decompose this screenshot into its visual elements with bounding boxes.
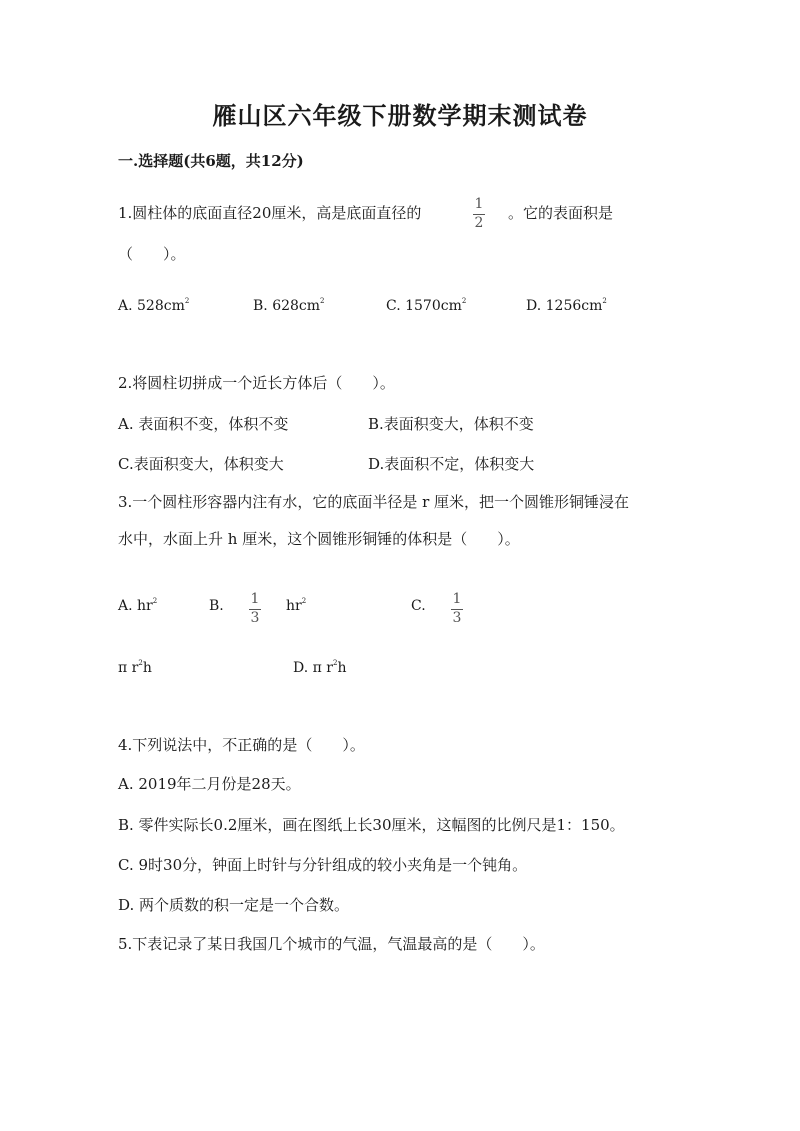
q1-option-c-main: C. 1570cm bbox=[386, 298, 462, 314]
q1-option-b-main: B. 628cm bbox=[253, 298, 321, 314]
q1-option-a-main: A. 528cm bbox=[118, 298, 185, 314]
q1-option-a bbox=[118, 298, 189, 314]
q1-text-b: 。它的表面积是 bbox=[508, 204, 614, 222]
q3-line-1: 3.一个圆柱形容器内注有水，它的底面半径是 r 厘米，把一个圆锥形铜锤浸在 bbox=[118, 493, 630, 511]
q1-text-c: （ ）。 bbox=[118, 245, 186, 263]
q3-option-c-fraction bbox=[451, 592, 463, 626]
q3-option-a-main: A. hr bbox=[118, 598, 153, 614]
q1-frac-denominator: 2 bbox=[474, 215, 484, 231]
q3-option-a bbox=[118, 598, 157, 614]
q3-option-d-b: h bbox=[337, 660, 347, 676]
q1-option-d-sup: 2 bbox=[602, 297, 607, 305]
q1-frac-numerator: 1 bbox=[474, 196, 484, 212]
q2-text: 2.将圆柱切拼成一个近长方体后（ ）。 bbox=[118, 374, 395, 392]
q3-option-b-expr bbox=[286, 598, 306, 614]
q3-option-b-frac-numerator: 1 bbox=[250, 591, 260, 607]
q1-option-d-main: D. 1256cm bbox=[526, 298, 603, 314]
q3-option-d bbox=[293, 660, 346, 676]
q4-text: 4.下列说法中，不正确的是（ ）。 bbox=[118, 736, 365, 754]
q1-option-b bbox=[253, 298, 325, 314]
q1-option-d bbox=[526, 298, 607, 314]
q3-option-d-a: D. π r bbox=[293, 660, 333, 676]
q4-option-b: B. 零件实际长0.2厘米，画在图纸上长30厘米，这幅图的比例尺是1：150。 bbox=[118, 816, 625, 834]
q1-option-c bbox=[386, 298, 466, 314]
q3-option-c-expr-a: π r bbox=[118, 660, 139, 676]
q3-option-b-label: B. bbox=[209, 598, 224, 614]
q2-option-a: A. 表面积不变，体积不变 bbox=[118, 415, 289, 433]
q5-text: 5.下表记录了某日我国几个城市的气温，气温最高的是（ ）。 bbox=[118, 935, 545, 953]
q3-option-d-sup: 2 bbox=[332, 659, 338, 667]
q4-option-c: C. 9时30分，钟面上时针与分针组成的较小夹角是一个钝角。 bbox=[118, 856, 528, 874]
q4-option-d: D. 两个质数的积一定是一个合数。 bbox=[118, 896, 350, 914]
q3-option-b-sup: 2 bbox=[301, 597, 307, 605]
q1-option-b-sup: 2 bbox=[320, 297, 325, 305]
q3-line-2: 水中，水面上升 h 厘米，这个圆锥形铜锤的体积是（ ）。 bbox=[118, 530, 520, 548]
q2-option-d: D.表面积不定，体积变大 bbox=[368, 455, 535, 473]
page-title: 雁山区六年级下册数学期末测试卷 bbox=[212, 101, 588, 130]
q3-option-c-expr bbox=[118, 660, 152, 676]
q3-option-c-frac-denominator: 3 bbox=[452, 610, 462, 626]
q1-text-a: 1.圆柱体的底面直径20厘米，高是底面直径的 bbox=[118, 204, 422, 222]
q1-option-c-sup: 2 bbox=[461, 297, 467, 305]
section-heading: 一.选择题(共6题，共12分) bbox=[118, 152, 304, 170]
q1-fraction bbox=[473, 197, 485, 231]
q2-option-b: B.表面积变大，体积不变 bbox=[368, 415, 534, 433]
q2-option-c: C.表面积变大，体积变大 bbox=[118, 455, 284, 473]
q3-option-b-fraction bbox=[249, 592, 261, 626]
q3-option-c-label: C. bbox=[411, 598, 426, 614]
q4-option-a: A. 2019年二月份是28天。 bbox=[118, 775, 301, 793]
q3-option-c-frac-numerator: 1 bbox=[452, 591, 462, 607]
q3-option-b-main: hr bbox=[286, 598, 302, 614]
q3-option-a-sup: 2 bbox=[152, 597, 158, 605]
q1-option-a-sup: 2 bbox=[184, 297, 190, 305]
q3-option-c-expr-sup: 2 bbox=[138, 659, 143, 667]
q3-option-c-expr-b: h bbox=[142, 660, 152, 676]
q3-option-b-frac-denominator: 3 bbox=[250, 610, 260, 626]
